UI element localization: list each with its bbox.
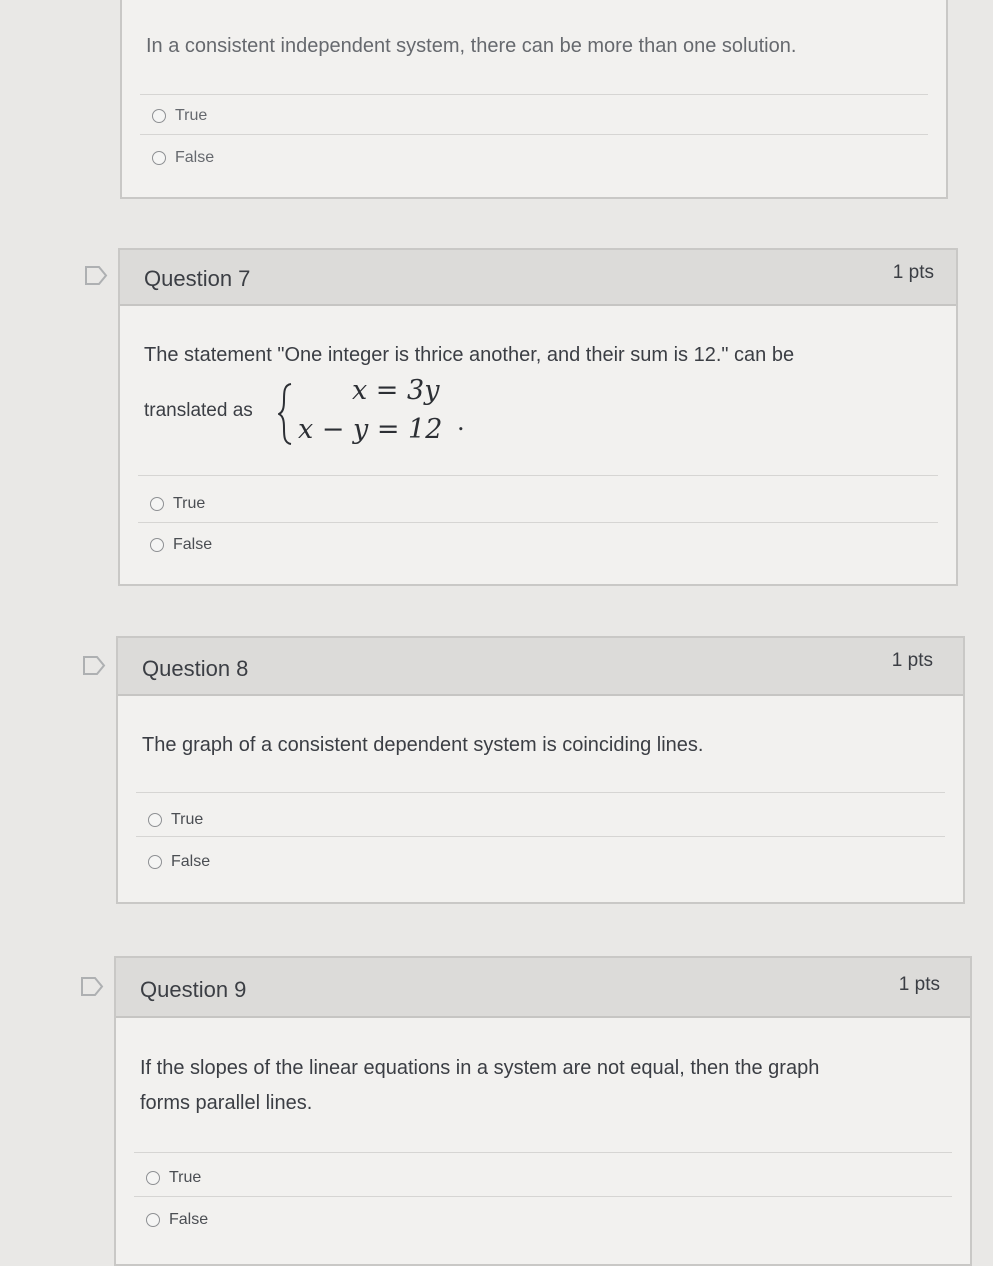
question-text: If the slopes of the linear equations in a system are not equal, then the graph: [140, 1057, 820, 1079]
question-text-continued: translated as: [144, 400, 253, 421]
answer-true-option[interactable]: [150, 492, 205, 516]
equation-2: x − y = 12: [298, 414, 443, 445]
question-card-7: [118, 248, 958, 586]
divider: [138, 522, 938, 523]
answer-label: False: [171, 853, 211, 870]
answer-true-option[interactable]: [148, 808, 203, 832]
radio-button[interactable]: [146, 1213, 160, 1227]
answer-false-option[interactable]: [146, 1208, 208, 1232]
radio-button[interactable]: [152, 151, 166, 165]
flag-question-icon[interactable]: [84, 266, 108, 285]
question-text: The statement "One integer is thrice another, and their sum is 12." can be: [144, 344, 795, 366]
answer-label: True: [175, 107, 208, 124]
divider: [140, 94, 928, 95]
radio-button[interactable]: [150, 538, 164, 552]
question-header: [120, 250, 956, 306]
radio-button[interactable]: [148, 855, 162, 869]
equation-period: .: [457, 408, 465, 436]
left-brace-icon: [278, 382, 294, 446]
flag-question-icon[interactable]: [80, 977, 104, 996]
equation-1: x = 3y: [352, 375, 440, 406]
answer-label: True: [173, 495, 206, 512]
radio-button[interactable]: [152, 109, 166, 123]
radio-button[interactable]: [148, 813, 162, 827]
question-text-continued: forms parallel lines.: [140, 1092, 313, 1114]
question-header: [118, 638, 963, 696]
question-card-8: [116, 636, 965, 904]
question-text: In a consistent independent system, there can be more than one solution.: [146, 35, 797, 57]
answer-false-option[interactable]: [152, 146, 214, 170]
divider: [134, 1152, 952, 1153]
answer-label: False: [175, 149, 215, 166]
answer-false-option[interactable]: [148, 850, 210, 874]
question-points: 1 pts: [892, 262, 934, 283]
divider: [138, 475, 938, 476]
question-card-6: [120, 0, 948, 199]
question-card-9: [114, 956, 972, 1266]
question-title: Question 9: [140, 977, 247, 1002]
divider: [140, 134, 928, 135]
radio-button[interactable]: [150, 497, 164, 511]
question-header: [116, 958, 970, 1018]
answer-label: False: [173, 536, 213, 553]
flag-question-icon[interactable]: [82, 656, 106, 675]
question-points: 1 pts: [891, 650, 933, 671]
answer-false-option[interactable]: [150, 533, 212, 557]
answer-true-option[interactable]: [146, 1166, 201, 1190]
divider: [136, 792, 945, 793]
answer-label: True: [171, 811, 204, 828]
question-title: Question 8: [142, 656, 249, 681]
divider: [134, 1196, 952, 1197]
answer-label: False: [169, 1211, 209, 1228]
divider: [136, 836, 945, 837]
answer-label: True: [169, 1169, 202, 1186]
question-points: 1 pts: [898, 974, 940, 995]
answer-true-option[interactable]: [152, 104, 207, 128]
question-title: Question 7: [144, 266, 251, 291]
question-text: The graph of a consistent dependent system is coinciding lines.: [142, 734, 704, 756]
radio-button[interactable]: [146, 1171, 160, 1185]
